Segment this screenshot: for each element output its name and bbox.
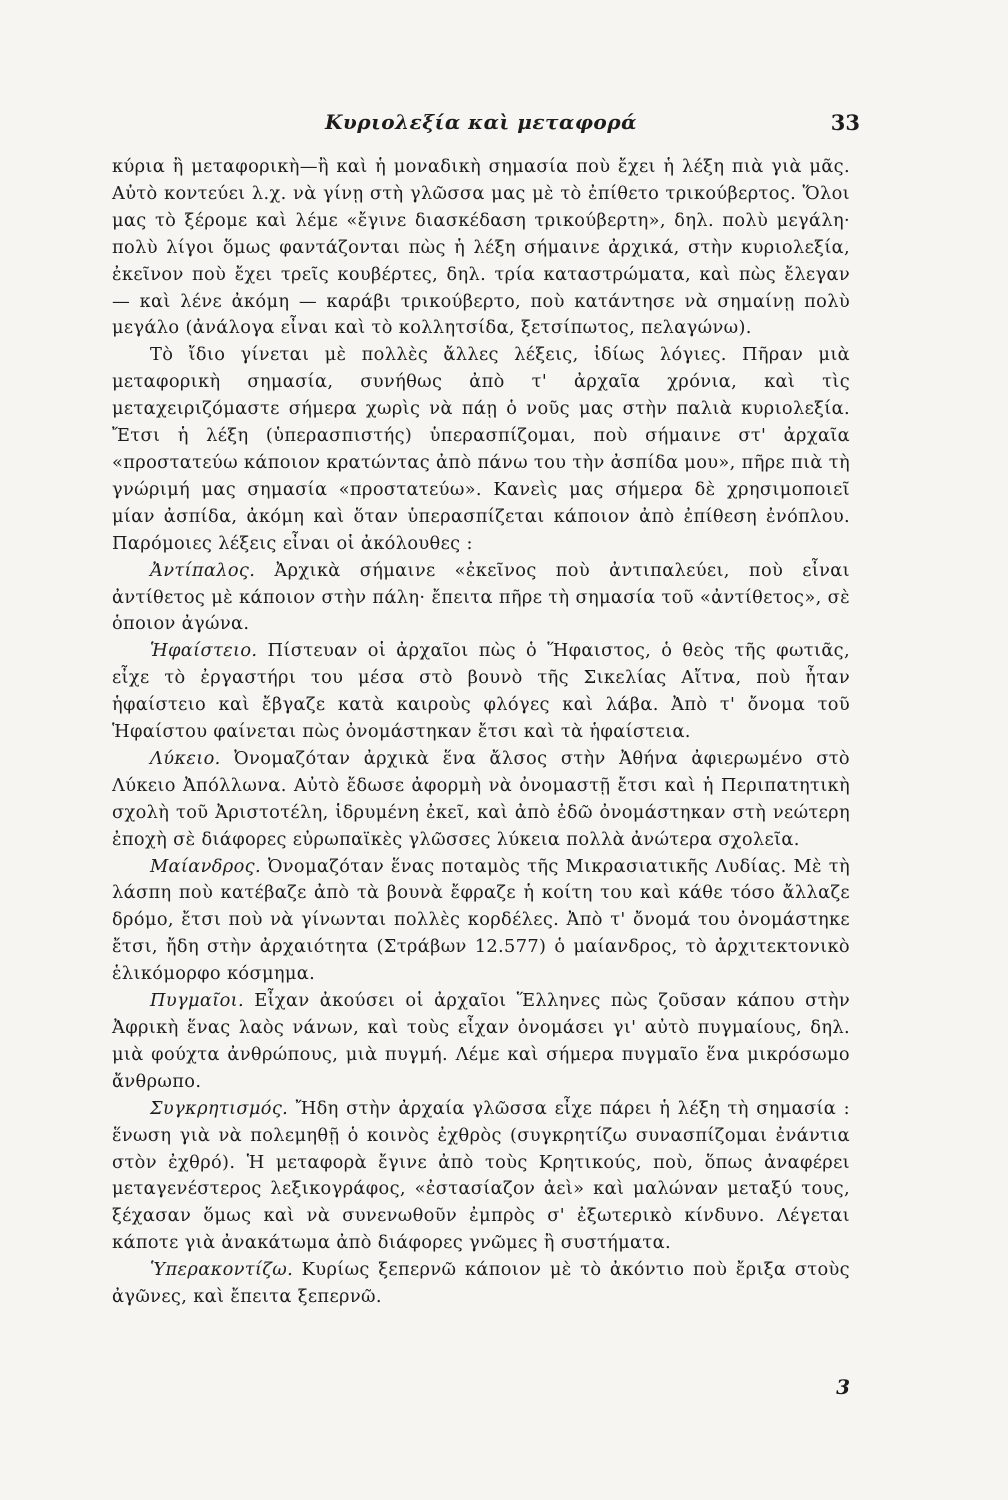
body-text <box>112 154 850 1311</box>
running-header <box>112 110 860 140</box>
entry-term: Πυγμαῖοι. <box>150 990 244 1012</box>
page-number: 33 <box>830 110 860 135</box>
entry-yperakontizo <box>112 1257 850 1311</box>
entry-text: Κυρίως ξεπερνῶ κάποιον μὲ τὸ ἀκόντιο ποὺ ἔριξα στοὺς ἀγῶνες, καὶ ἔπειτα ξεπερνῶ. <box>112 1259 850 1308</box>
entry-term: Συγκρητισμός. <box>150 1097 289 1119</box>
entry-pygmaioi <box>112 988 850 1096</box>
entry-maiandros <box>112 854 850 989</box>
entry-text: Ὀνομαζόταν ἕνας ποταμὸς τῆς Μικρασιατικῆς Λυδίας. Μὲ τὴ λάσπη ποὺ κατέβαζε ἀπὸ τὰ βουνὰ ἔφραζε ἡ κοίτη του καὶ κάθε τόσο ἄλλαζε δρόμο, ἔτσι ποὺ νὰ γίνωνται πολλὲς κορδέλες. Ἀπὸ τ' ὄνομά του ὀνομάστηκε ἔτσι, ἤδη στὴν ἀρχαιότητα (Στράβων 12.577) ὁ μαίανδρος, τὸ ἀρχιτεκτονικὸ ἑλικόμορφο κόσμημα. <box>112 855 850 985</box>
paragraph-intro: Τὸ ἴδιο γίνεται μὲ πολλὲς ἄλλες λέξεις, ἰδίως λόγιες. Πῆραν μιὰ μεταφορικὴ σημασία, συνήθως ἀπὸ τ' ἀρχαῖα χρόνια, καὶ τὶς μεταχειριζόμαστε σήμερα χωρὶς νὰ πάῃ ὁ νοῦς μας στὴν παλιὰ κυριολεξία. Ἔτσι ἡ λέξη (ὑπερασπιστής) ὑπερασπίζομαι, ποὺ σήμαινε στ' ἀρχαῖα «προστατεύω κάποιον κρατώντας ἀπὸ πάνω του τὴν ἀσπίδα μου», πῆρε πιὰ τὴ γνώριμή μας σημασία «προστατεύω». Κανεὶς μας σήμερα δὲ χρησιμοποιεῖ μίαν ἀσπίδα, ἀκόμη καὶ ὅταν ὑπερασπίζεται κάποιον ἀπὸ ἐπίθεση ἐνόπλου. Παρόμοιες λέξεις εἶναι οἱ ἀκόλουθες : <box>112 344 850 554</box>
entry-term: Λύκειο. <box>150 747 221 769</box>
entry-antipalos <box>112 558 850 639</box>
paragraph-continuation: κύρια ἢ μεταφορικὴ—ἢ καὶ ἡ μοναδικὴ σημασία ποὺ ἔχει ἡ λέξη πιὰ γιὰ μᾶς. Αὐτὸ κοντεύει λ.χ. νὰ γίνῃ στὴ γλῶσσα μας μὲ τὸ ἐπίθετο τρικούβερτος. Ὅλοι μας τὸ ξέρομε καὶ λέμε «ἔγινε διασκέδαση τρικούβερτη», δηλ. πολὺ μεγάλη· πολὺ λίγοι ὅμως φαντάζονται πὼς ἡ λέξη σήμαινε ἀρχικά, στὴν κυριολεξία, ἐκεῖνον ποὺ ἔχει τρεῖς κουβέρτες, δηλ. τρία καταστρώματα, καὶ πὼς ἔλεγαν — καὶ λένε ἀκόμη — καράβι τρικούβερτο, ποὺ κατάντησε νὰ σημαίνῃ πολὺ μεγάλο (ἀνάλογα εἶναι καὶ τὸ κολλητσίδα, ξετσίπωτος, πελαγώνω). <box>112 156 850 339</box>
running-title: Κυριολεξία καὶ μεταφορά <box>325 110 637 134</box>
entry-text: Ὀνομαζόταν ἀρχικὰ ἕνα ἄλσος στὴν Ἀθήνα ἀφιερωμένο στὸ Λύκειο Ἀπόλλωνα. Αὐτὸ ἔδωσε ἀφορμὴ νὰ ὀνομαστῇ ἔτσι καὶ ἡ Περιπατητικὴ σχολὴ τοῦ Ἀριστοτέλη, ἱδρυμένη ἐκεῖ, καὶ ἀπὸ ἐδῶ ὀνομάστηκαν στὴ νεώτερη ἐποχὴ σὲ διάφορες εὐρωπαϊκὲς γλῶσσες λύκεια πολλὰ ἀνώτερα σχολεῖα. <box>112 747 850 850</box>
entry-term: Ἡφαίστειο. <box>150 640 258 662</box>
entry-hfaisteio <box>112 638 850 746</box>
entry-text: Ἤδη στὴν ἀρχαία γλῶσσα εἶχε πάρει ἡ λέξη τὴ σημασία : ἕνωση γιὰ νὰ πολεμηθῇ ὁ κοινὸς ἐχθρὸς (συγκρητίζω συνασπίζομαι ἐνάντια στὸν ἐχθρό). Ἡ μεταφορὰ ἔγινε ἀπὸ τοὺς Κρητικούς, ποὺ, ὅπως ἀναφέρει μεταγενέστερος λεξικογράφος, «ἐστασίαζον ἀεὶ» καὶ μαλώναν μεταξύ τους, ξέχασαν ὅμως καὶ νὰ συνενωθοῦν ἐμπρὸς σ' ἐξωτερικὸ κίνδυνο. Λέγεται κάποτε γιὰ ἀνακάτωμα ἀπὸ διάφορες γνῶμες ἢ συστήματα. <box>112 1097 850 1254</box>
entry-text: Εἶχαν ἀκούσει οἱ ἀρχαῖοι Ἕλληνες πὼς ζοῦσαν κάπου στὴν Ἀφρικὴ ἕνας λαὸς νάνων, καὶ τοὺς εἶχαν ὀνομάσει γι' αὐτὸ πυγμαίους, δηλ. μιὰ φούχτα ἀνθρώπους, μιὰ πυγμή. Λέμε καὶ σήμερα πυγμαῖο ἕνα μικρόσωμο ἄνθρωπο. <box>112 990 850 1092</box>
entry-sygkritismos <box>112 1096 850 1257</box>
entry-lykeio <box>112 746 850 854</box>
entry-text: Ἀρχικὰ σήμαινε «ἐκεῖνος ποὺ ἀντιπαλεύει, ποὺ εἶναι ἀντίθετος μὲ κάποιον στὴν πάλη· ἔπειτα πῆρε τὴ σημασία τοῦ «ἀντίθετος», σὲ ὁποιον ἀγώνα. <box>112 559 850 635</box>
signature-mark: 3 <box>836 1375 850 1399</box>
entry-term: Ἀντίπαλος. <box>150 559 256 581</box>
entry-term: Ὑπερακοντίζω. <box>150 1259 294 1281</box>
entry-term: Μαίανδρος. <box>150 855 261 877</box>
entry-text: Πίστευαν οἱ ἀρχαῖοι πὼς ὁ Ἥφαιστος, ὁ θεὸς τῆς φωτιᾶς, εἶχε τὸ ἐργαστήρι του μέσα στὸ βουνὸ τῆς Σικελίας Αἴτνα, ποὺ ἦταν ἡφαίστειο καὶ ἔβγαζε κατὰ καιροὺς φλόγες καὶ λάβα. Ἀπὸ τ' ὄνομα τοῦ Ἡφαίστου φαίνεται πὼς ὀνομάστηκαν ἔτσι καὶ τὰ ἡφαίστεια. <box>112 640 850 743</box>
